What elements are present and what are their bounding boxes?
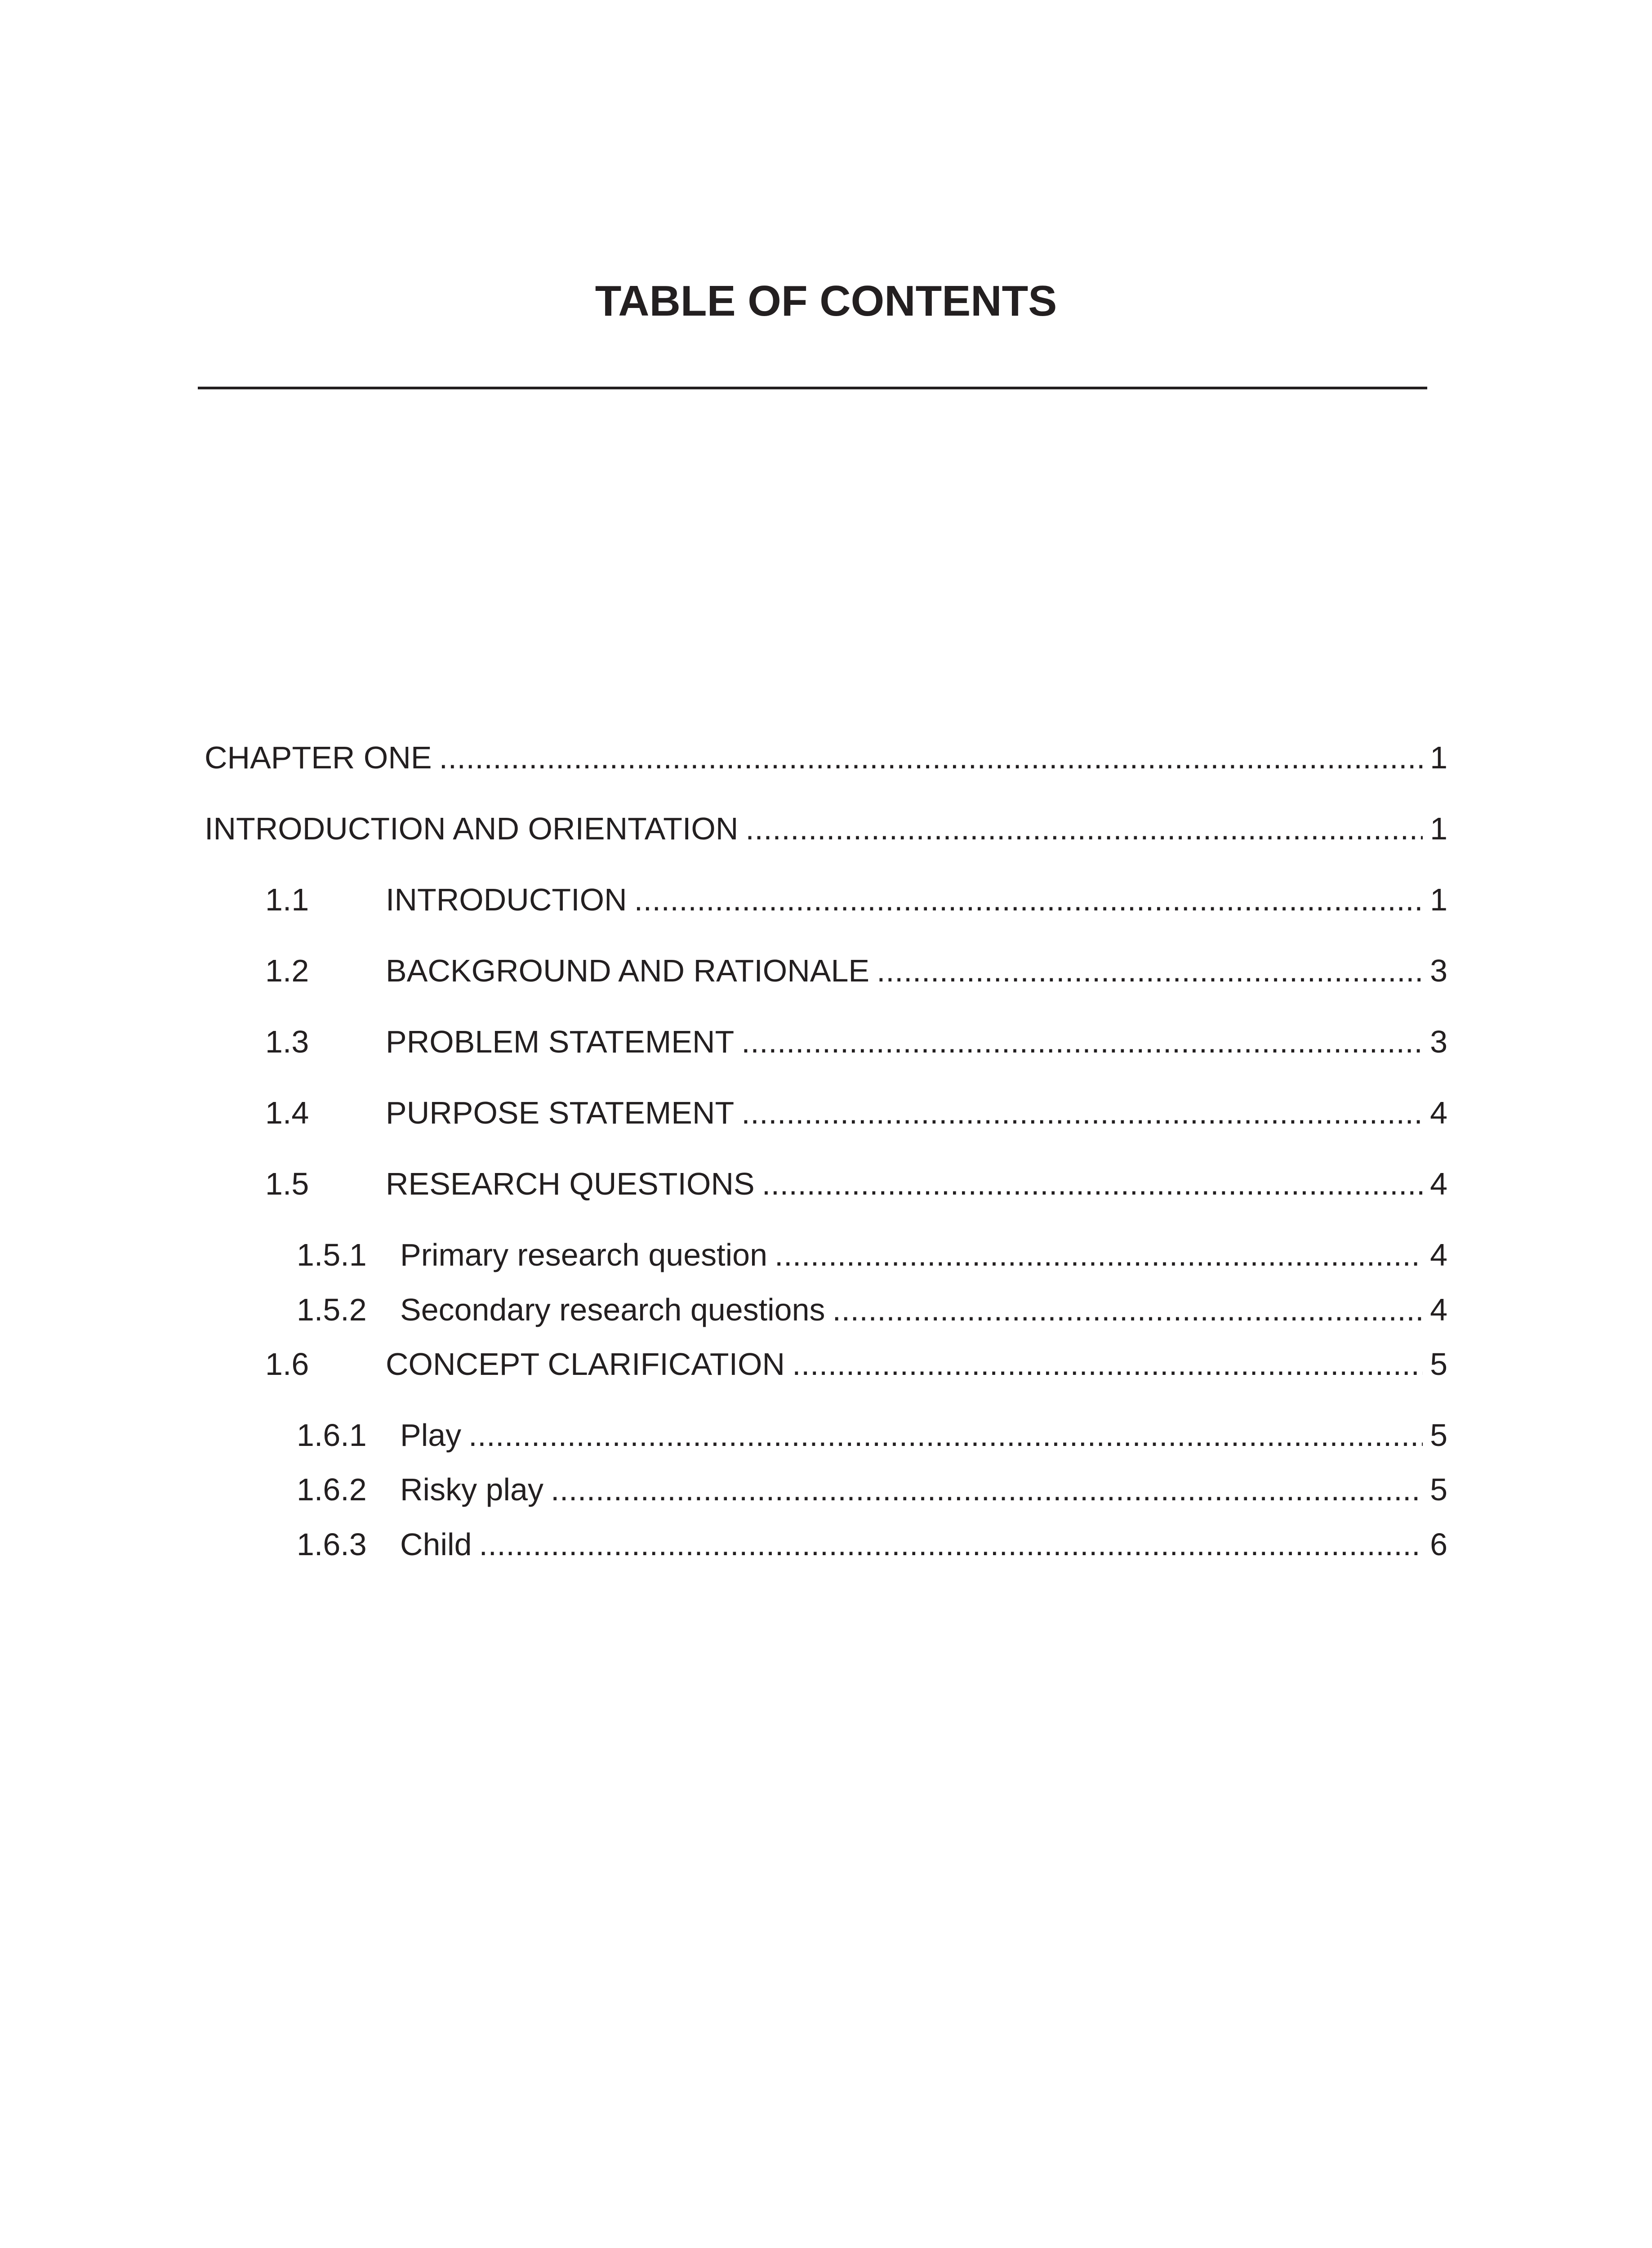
- toc-entry-text: CHAPTER ONE: [205, 740, 432, 775]
- toc-entry-1-6-2[interactable]: [297, 1472, 1447, 1508]
- toc-page-number: 4: [1430, 1237, 1447, 1272]
- toc-leader-dots: [833, 1292, 1423, 1328]
- toc-entry-text: INTRODUCTION: [386, 882, 627, 917]
- toc-page-number: 3: [1430, 953, 1447, 988]
- toc-page-number: 5: [1430, 1418, 1447, 1453]
- toc-entry-chapter-one[interactable]: [205, 740, 1447, 776]
- toc-leader-dots: [762, 1166, 1423, 1202]
- toc-page-number: 6: [1430, 1527, 1447, 1562]
- toc-entry-1-6[interactable]: [265, 1346, 1447, 1382]
- toc-leader-dots: [877, 953, 1423, 989]
- toc-section-number: 1.2: [265, 953, 309, 988]
- toc-entry-1-5-1[interactable]: [297, 1237, 1447, 1273]
- toc-page-number: 5: [1430, 1472, 1447, 1507]
- toc-section-number: 1.6.2: [297, 1472, 367, 1507]
- toc-entry-1-2[interactable]: [265, 953, 1447, 989]
- toc-section-number: 1.1: [265, 882, 309, 917]
- toc-page-number: 1: [1430, 811, 1447, 846]
- title-rule: [198, 387, 1427, 389]
- toc-leader-dots: [479, 1526, 1423, 1562]
- toc-entry-1-3[interactable]: [265, 1024, 1447, 1060]
- toc-entry-text: CONCEPT CLARIFICATION: [386, 1347, 785, 1382]
- toc-entry-text: INTRODUCTION AND ORIENTATION: [205, 811, 739, 846]
- toc-entry-text: Risky play: [400, 1472, 543, 1507]
- toc-page-number: 3: [1430, 1024, 1447, 1059]
- toc-leader-dots: [468, 1417, 1423, 1453]
- toc-entry-1-5[interactable]: [265, 1166, 1447, 1202]
- toc-leader-dots: [634, 882, 1423, 918]
- toc-entry-text: RESEARCH QUESTIONS: [386, 1166, 755, 1201]
- toc-entry-text: PROBLEM STATEMENT: [386, 1024, 735, 1059]
- toc-leader-dots: [775, 1237, 1423, 1273]
- toc-entry-1-5-2[interactable]: [297, 1292, 1447, 1328]
- toc-entry-text: Play: [400, 1418, 462, 1453]
- toc-entry-introduction-and-orientation[interactable]: [205, 811, 1447, 847]
- toc-page-number: 4: [1430, 1292, 1447, 1327]
- toc-leader-dots: [745, 811, 1423, 847]
- toc-leader-dots: [741, 1095, 1423, 1131]
- toc-page-number: 4: [1430, 1095, 1447, 1130]
- page-title: TABLE OF CONTENTS: [595, 277, 1057, 325]
- toc-section-number: 1.6.3: [297, 1527, 367, 1562]
- toc-leader-dots: [439, 740, 1423, 776]
- toc-section-number: 1.3: [265, 1024, 309, 1059]
- toc-section-number: 1.5.1: [297, 1237, 367, 1272]
- toc-leader-dots: [741, 1024, 1423, 1060]
- toc-entry-text: PURPOSE STATEMENT: [386, 1095, 735, 1130]
- toc-page-number: 1: [1430, 740, 1447, 775]
- toc-section-number: 1.6: [265, 1347, 309, 1382]
- toc-section-number: 1.5: [265, 1166, 309, 1201]
- toc-leader-dots: [792, 1346, 1423, 1382]
- toc-entry-1-6-3[interactable]: [297, 1526, 1447, 1562]
- toc-page-number: 4: [1430, 1166, 1447, 1201]
- toc-leader-dots: [551, 1472, 1423, 1508]
- toc-entry-text: Primary research question: [400, 1237, 767, 1272]
- toc-section-number: 1.5.2: [297, 1292, 367, 1327]
- toc-entry-text: Secondary research questions: [400, 1292, 825, 1327]
- toc-entry-text: BACKGROUND AND RATIONALE: [386, 953, 870, 988]
- toc-section-number: 1.6.1: [297, 1418, 367, 1453]
- toc-section-number: 1.4: [265, 1095, 309, 1130]
- toc-page-number: 5: [1430, 1347, 1447, 1382]
- toc-page-number: 1: [1430, 882, 1447, 917]
- toc-entry-1-6-1[interactable]: [297, 1417, 1447, 1453]
- toc-entry-1-1[interactable]: [265, 882, 1447, 918]
- toc-entry-1-4[interactable]: [265, 1095, 1447, 1131]
- toc-entry-text: Child: [400, 1527, 472, 1562]
